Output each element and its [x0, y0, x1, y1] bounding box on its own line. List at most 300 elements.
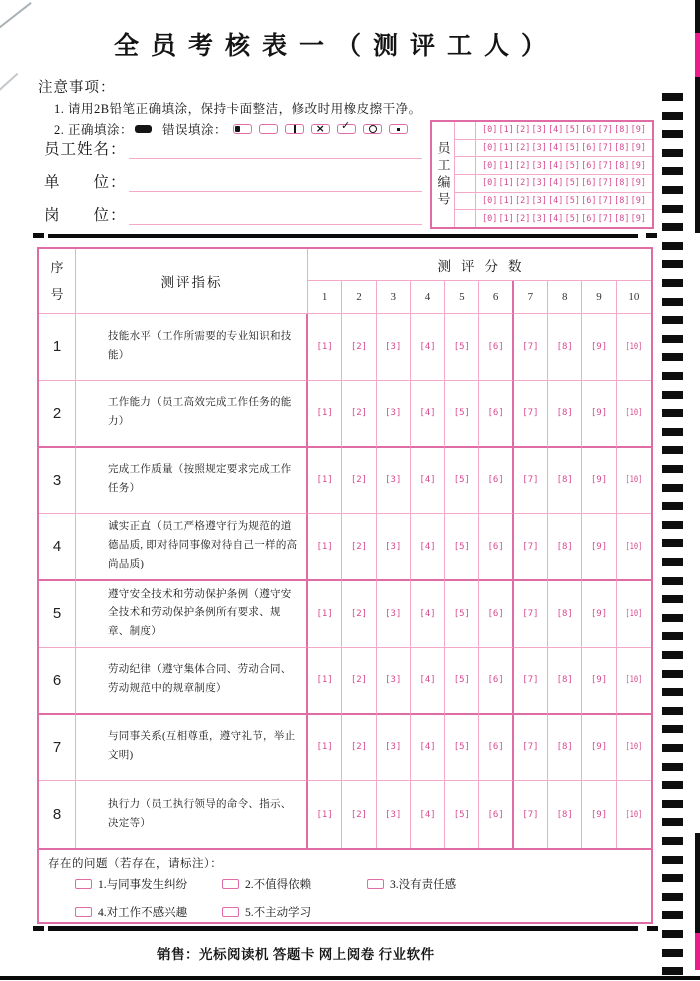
- id-bubble-9[interactable]: [9]: [630, 160, 646, 171]
- row-1-score-cell-5: [445, 314, 479, 381]
- employee-id-bubble-row: [476, 210, 652, 227]
- timing-mark: [662, 614, 683, 622]
- id-bubble-5[interactable]: [5]: [564, 178, 580, 189]
- unit-field: [44, 171, 422, 192]
- corner-mark: [646, 233, 657, 238]
- id-bubble-4[interactable]: [4]: [548, 178, 564, 189]
- score-bubble-2-8[interactable]: [8]: [556, 408, 573, 419]
- score-bubble-6-9[interactable]: [9]: [590, 675, 608, 686]
- row-5-score-cell-8: [548, 581, 582, 648]
- employee-id-rows: [455, 122, 652, 227]
- timing-mark: [662, 837, 683, 845]
- edge-sync-magenta-bottom: [695, 933, 700, 970]
- score-bubble-1-9[interactable]: [9]: [590, 341, 608, 352]
- score-bubble-4-4[interactable]: [4]: [419, 541, 436, 552]
- score-bubble-6-2[interactable]: [2]: [350, 675, 368, 686]
- id-bubble-8[interactable]: [8]: [614, 178, 630, 189]
- score-bubble-1-8[interactable]: [8]: [556, 341, 573, 352]
- id-bubble-4[interactable]: [4]: [548, 125, 564, 136]
- timing-mark: [662, 112, 683, 120]
- score-bubble-3-6[interactable]: [6]: [487, 475, 504, 486]
- id-bubble-0[interactable]: [0]: [482, 160, 498, 171]
- score-bubble-7-3[interactable]: [3]: [385, 742, 402, 753]
- id-bubble-8[interactable]: [8]: [614, 213, 630, 224]
- row-1-number: 1: [39, 314, 76, 381]
- row-8-score-cell-3: [377, 781, 411, 848]
- row-5-indicator: 遵守安全技术和劳动保护条例（遵守安全技术和劳动保护条例所有要求、规章、制度）: [76, 581, 308, 648]
- score-bubble-2-9[interactable]: [9]: [590, 408, 608, 419]
- employee-id-write-cell[interactable]: [455, 122, 476, 139]
- wrong-mark-cross-icon: [311, 124, 330, 134]
- row-6-score-cell-1: [308, 648, 342, 715]
- row-2-score-cell-6: [479, 381, 513, 448]
- id-bubble-4[interactable]: [4]: [548, 196, 564, 207]
- score-bubble-2-1[interactable]: [1]: [316, 408, 333, 419]
- id-bubble-4[interactable]: [4]: [548, 213, 564, 224]
- row-1-score-cell-2: [342, 314, 376, 381]
- timing-mark: [662, 707, 683, 715]
- edge-sync-black-upper: [695, 77, 700, 233]
- row-5-score-cell-5: [445, 581, 479, 648]
- employee-id-row: [455, 193, 652, 211]
- timing-mark: [662, 893, 683, 901]
- row-8-score-cell-10: [617, 781, 651, 848]
- row-5-score-cell-4: [411, 581, 445, 648]
- score-bubble-1-1[interactable]: [1]: [316, 341, 333, 352]
- score-bubble-4-2[interactable]: [2]: [350, 541, 368, 552]
- score-bubble-7-9[interactable]: [9]: [590, 742, 608, 753]
- id-bubble-2[interactable]: [2]: [515, 125, 531, 136]
- score-bubble-2-6[interactable]: [6]: [487, 408, 504, 419]
- id-bubble-6[interactable]: [6]: [581, 143, 597, 153]
- score-bubble-5-1[interactable]: [1]: [316, 608, 333, 619]
- notes-heading: 注意事项：: [38, 80, 116, 96]
- row-2-score-cell-1: [308, 381, 342, 448]
- problem-item-2: [222, 876, 311, 892]
- row-4-score-cell-10: [617, 514, 651, 581]
- id-bubble-3[interactable]: [3]: [531, 125, 547, 136]
- score-bubble-3-1[interactable]: [1]: [316, 475, 333, 486]
- score-bubble-4-6[interactable]: [6]: [487, 541, 504, 552]
- wrong-fill-examples: [233, 124, 415, 134]
- wrong-fill-label: 错误填涂：: [162, 123, 228, 137]
- id-bubble-9[interactable]: [9]: [630, 143, 646, 153]
- row-1-score-cell-8: [548, 314, 582, 381]
- unit-label: 单 位：: [44, 174, 127, 191]
- score-bubble-6-5[interactable]: [5]: [453, 675, 470, 686]
- id-bubble-1[interactable]: [1]: [498, 213, 514, 224]
- employee-id-bubble-row: [476, 140, 652, 157]
- row-8-score-cell-8: [548, 781, 582, 848]
- row-4-indicator: 诚实正直（员工严格遵守行为规范的道德品质, 即对待同事像对待自己一样的高尚品质): [76, 514, 308, 581]
- wrong-mark-dot-icon: [389, 124, 408, 134]
- wrong-mark-circle-icon: [363, 124, 382, 134]
- score-bubble-4-7[interactable]: [7]: [522, 541, 539, 552]
- score-bubble-5-8[interactable]: [8]: [556, 608, 573, 619]
- employee-id-write-cell[interactable]: [455, 175, 476, 192]
- id-bubble-6[interactable]: [6]: [581, 160, 597, 171]
- id-bubble-3[interactable]: [3]: [531, 178, 547, 189]
- row-4-score-cell-5: [445, 514, 479, 581]
- score-bubble-3-7[interactable]: [7]: [522, 475, 539, 486]
- correct-fill-label: 2. 正确填涂：: [54, 123, 134, 137]
- score-bubble-3-2[interactable]: [2]: [350, 475, 368, 486]
- row-5-score-cell-6: [479, 581, 513, 648]
- row-3-indicator: 完成工作质量（按照规定要求完成工作任务）: [76, 448, 308, 515]
- score-bubble-8-4[interactable]: [4]: [419, 809, 436, 820]
- score-bubble-8-10[interactable]: [10]: [625, 809, 643, 820]
- score-bubble-7-10[interactable]: [10]: [625, 742, 643, 753]
- score-bubble-5-9[interactable]: [9]: [590, 608, 608, 619]
- row-3-number: 3: [39, 448, 76, 515]
- employee-id-write-cell[interactable]: [455, 157, 476, 174]
- id-bubble-1[interactable]: [1]: [498, 178, 514, 189]
- id-bubble-3[interactable]: [3]: [531, 160, 547, 171]
- row-6-score-cell-3: [377, 648, 411, 715]
- timing-mark: [662, 558, 683, 566]
- row-5-number: 5: [39, 581, 76, 648]
- score-bubble-1-4[interactable]: [4]: [419, 341, 436, 352]
- row-7-score-cell-8: [548, 715, 582, 782]
- id-bubble-5[interactable]: [5]: [564, 196, 580, 207]
- row-7-score-cell-7: [514, 715, 548, 782]
- row-3-score-cell-1: [308, 448, 342, 515]
- id-bubble-5[interactable]: [5]: [564, 213, 580, 224]
- employee-name-field: [44, 138, 422, 159]
- score-bubble-4-9[interactable]: [9]: [590, 541, 608, 552]
- evaluation-table: [37, 247, 653, 850]
- id-bubble-1[interactable]: [1]: [498, 196, 514, 207]
- id-bubble-9[interactable]: [9]: [630, 125, 646, 136]
- score-bubble-7-1[interactable]: [1]: [316, 742, 333, 753]
- score-bubble-8-6[interactable]: [6]: [487, 809, 504, 820]
- corner-mark: [33, 233, 44, 238]
- employee-id-row: [455, 210, 652, 227]
- separator-bar-bottom: [48, 926, 638, 931]
- id-bubble-8[interactable]: [8]: [614, 143, 630, 153]
- id-bubble-5[interactable]: [5]: [564, 143, 580, 153]
- score-bubble-7-8[interactable]: [8]: [556, 742, 573, 753]
- row-4-number: 4: [39, 514, 76, 581]
- id-bubble-6[interactable]: [6]: [581, 178, 597, 189]
- row-8-score-cell-1: [308, 781, 342, 848]
- problem-checkbox-1[interactable]: [75, 879, 92, 889]
- row-2-score-cell-7: [514, 381, 548, 448]
- score-bubble-3-8[interactable]: [8]: [556, 475, 573, 486]
- employee-id-row: [455, 157, 652, 175]
- score-bubble-5-2[interactable]: [2]: [350, 608, 368, 619]
- timing-mark: [662, 763, 683, 771]
- problem-item-5: [222, 904, 311, 920]
- timing-mark: [662, 353, 683, 361]
- timing-mark: [662, 167, 683, 175]
- id-bubble-2[interactable]: [2]: [515, 143, 531, 153]
- separator-bar-top: [48, 234, 638, 238]
- row-5-score-cell-10: [617, 581, 651, 648]
- row-6-score-cell-4: [411, 648, 445, 715]
- employee-id-bubble-row: [476, 193, 652, 210]
- header-no: [39, 249, 76, 314]
- score-bubble-5-3[interactable]: [3]: [385, 608, 402, 619]
- employee-id-label: 员工编号: [432, 122, 455, 227]
- row-7-score-cell-6: [479, 715, 513, 782]
- score-bubble-8-8[interactable]: [8]: [556, 809, 573, 820]
- row-3-score-cell-5: [445, 448, 479, 515]
- id-bubble-3[interactable]: [3]: [531, 213, 547, 224]
- id-bubble-0[interactable]: [0]: [482, 196, 498, 207]
- score-bubble-7-5[interactable]: [5]: [453, 742, 470, 753]
- score-bubble-7-4[interactable]: [4]: [419, 742, 436, 753]
- timing-mark: [662, 260, 683, 268]
- score-bubble-2-4[interactable]: [4]: [419, 408, 436, 419]
- id-bubble-8[interactable]: [8]: [614, 196, 630, 207]
- row-4-score-cell-1: [308, 514, 342, 581]
- employee-id-write-cell[interactable]: [455, 140, 476, 157]
- id-bubble-1[interactable]: [1]: [498, 143, 514, 153]
- id-bubble-7[interactable]: [7]: [597, 196, 613, 207]
- row-7-score-cell-5: [445, 715, 479, 782]
- problem-label-5: 5.不主动学习: [245, 907, 312, 919]
- score-bubble-6-3[interactable]: [3]: [385, 675, 402, 686]
- score-bubble-4-10[interactable]: [10]: [625, 541, 643, 552]
- problem-checkbox-5[interactable]: [222, 907, 239, 917]
- row-7-score-cell-1: [308, 715, 342, 782]
- id-bubble-6[interactable]: [6]: [581, 196, 597, 207]
- timing-mark: [662, 502, 683, 510]
- row-1-score-cell-9: [582, 314, 616, 381]
- problem-item-4: [75, 904, 187, 920]
- score-bubble-2-2[interactable]: [2]: [350, 408, 368, 419]
- score-bubble-2-7[interactable]: [7]: [522, 408, 539, 419]
- id-bubble-2[interactable]: [2]: [515, 160, 531, 171]
- problem-checkbox-3[interactable]: [367, 879, 384, 889]
- score-bubble-6-4[interactable]: [4]: [419, 675, 436, 686]
- row-3-score-cell-9: [582, 448, 616, 515]
- id-bubble-7[interactable]: [7]: [597, 160, 613, 171]
- timing-mark: [662, 744, 683, 752]
- score-bubble-3-4[interactable]: [4]: [419, 475, 436, 486]
- problem-checkbox-4[interactable]: [75, 907, 92, 917]
- score-bubble-8-2[interactable]: [2]: [350, 809, 368, 820]
- row-1-score-cell-6: [479, 314, 513, 381]
- id-bubble-7[interactable]: [7]: [597, 213, 613, 224]
- id-bubble-4[interactable]: [4]: [548, 143, 564, 153]
- score-bubble-7-6[interactable]: [6]: [487, 742, 504, 753]
- row-6-number: 6: [39, 648, 76, 715]
- score-bubble-5-4[interactable]: [4]: [419, 608, 436, 619]
- row-5-score-cell-1: [308, 581, 342, 648]
- id-bubble-3[interactable]: [3]: [531, 143, 547, 153]
- timing-mark: [662, 967, 683, 975]
- problem-label-1: 1.与同事发生纠纷: [98, 879, 188, 891]
- footer-sales-text: 销售：光标阅读机 答题卡 网上阅卷 行业软件: [157, 947, 435, 962]
- timing-mark: [662, 335, 683, 343]
- row-4-score-cell-9: [582, 514, 616, 581]
- edge-sync-magenta-top: [695, 33, 700, 77]
- row-3-score-cell-3: [377, 448, 411, 515]
- problem-label-2: 2.不值得依赖: [245, 879, 312, 891]
- row-6-score-cell-7: [514, 648, 548, 715]
- row-8-score-cell-5: [445, 781, 479, 848]
- row-2-number: 2: [39, 381, 76, 448]
- row-3-score-cell-7: [514, 448, 548, 515]
- score-bubble-2-10[interactable]: [10]: [625, 408, 643, 419]
- employee-name-label: 员工姓名：: [44, 141, 127, 158]
- score-col-header-7: 7: [514, 281, 548, 314]
- header-score: 测评分数: [308, 249, 651, 281]
- score-bubble-1-6[interactable]: [6]: [487, 341, 504, 352]
- timing-mark: [662, 279, 683, 287]
- id-bubble-3[interactable]: [3]: [531, 196, 547, 207]
- score-bubble-3-10[interactable]: [10]: [625, 475, 643, 486]
- score-bubble-1-5[interactable]: [5]: [453, 341, 470, 352]
- row-2-score-cell-4: [411, 381, 445, 448]
- id-bubble-7[interactable]: [7]: [597, 143, 613, 153]
- id-bubble-0[interactable]: [0]: [482, 213, 498, 224]
- problem-item-3: [367, 876, 456, 892]
- timing-mark: [662, 205, 683, 213]
- row-4-score-cell-3: [377, 514, 411, 581]
- timing-mark: [662, 93, 683, 101]
- timing-mark: [662, 223, 683, 231]
- score-bubble-6-7[interactable]: [7]: [522, 675, 539, 686]
- score-bubble-7-7[interactable]: [7]: [522, 742, 539, 753]
- problem-label-3: 3.没有责任感: [390, 879, 457, 891]
- unit-input-line[interactable]: [129, 170, 422, 192]
- id-bubble-9[interactable]: [9]: [630, 213, 646, 224]
- row-6-score-cell-2: [342, 648, 376, 715]
- form-title: 全员考核表一（测评工人）: [113, 33, 558, 60]
- score-bubble-6-10[interactable]: [10]: [625, 675, 643, 686]
- score-bubble-4-8[interactable]: [8]: [556, 541, 573, 552]
- row-8-score-cell-6: [479, 781, 513, 848]
- timing-mark: [662, 316, 683, 324]
- score-bubble-2-3[interactable]: [3]: [385, 408, 402, 419]
- score-bubble-7-2[interactable]: [2]: [350, 742, 368, 753]
- row-5-score-cell-9: [582, 581, 616, 648]
- problem-label-4: 4.对工作不感兴趣: [98, 907, 188, 919]
- score-bubble-4-1[interactable]: [1]: [316, 541, 333, 552]
- row-3-score-cell-8: [548, 448, 582, 515]
- timing-mark: [662, 130, 683, 138]
- score-bubble-1-2[interactable]: [2]: [350, 341, 368, 352]
- edge-sync-black-bottom: [695, 833, 700, 933]
- row-3-score-cell-6: [479, 448, 513, 515]
- employee-id-bubble-row: [476, 175, 652, 192]
- score-bubble-1-3[interactable]: [3]: [385, 341, 402, 352]
- timing-mark: [662, 409, 683, 417]
- score-bubble-5-5[interactable]: [5]: [453, 608, 470, 619]
- employee-id-row: [455, 140, 652, 158]
- row-7-number: 7: [39, 715, 76, 782]
- row-7-indicator: 与同事关系(互相尊重，遵守礼节，举止文明): [76, 715, 308, 782]
- id-bubble-8[interactable]: [8]: [614, 160, 630, 171]
- score-bubble-6-1[interactable]: [1]: [316, 675, 333, 686]
- score-bubble-3-9[interactable]: [9]: [590, 475, 608, 486]
- position-input-line[interactable]: [129, 203, 422, 225]
- id-bubble-4[interactable]: [4]: [548, 160, 564, 171]
- id-bubble-1[interactable]: [1]: [498, 160, 514, 171]
- id-bubble-9[interactable]: [9]: [630, 178, 646, 189]
- id-bubble-2[interactable]: [2]: [515, 213, 531, 224]
- id-bubble-7[interactable]: [7]: [597, 178, 613, 189]
- wrong-mark-left-partial-fill-icon: [233, 124, 252, 134]
- header-indicator: 测评指标: [76, 249, 308, 314]
- score-bubble-4-3[interactable]: [3]: [385, 541, 402, 552]
- score-bubble-8-5[interactable]: [5]: [453, 809, 470, 820]
- row-4-score-cell-4: [411, 514, 445, 581]
- id-bubble-5[interactable]: [5]: [564, 125, 580, 136]
- row-8-score-cell-2: [342, 781, 376, 848]
- id-bubble-8[interactable]: [8]: [614, 125, 630, 136]
- id-bubble-9[interactable]: [9]: [630, 196, 646, 207]
- score-bubble-2-5[interactable]: [5]: [453, 408, 470, 419]
- score-bubble-3-5[interactable]: [5]: [453, 475, 470, 486]
- score-col-header-5: 5: [445, 281, 479, 314]
- id-bubble-0[interactable]: [0]: [482, 143, 498, 153]
- timing-mark: [662, 298, 683, 306]
- note-item-1: 1. 请用2B铅笔正确填涂，保持卡面整洁，修改时用橡皮擦干净。: [54, 102, 422, 116]
- score-bubble-4-5[interactable]: [5]: [453, 541, 470, 552]
- employee-id-bubble-row: [476, 157, 652, 174]
- problem-item-1: [75, 876, 187, 892]
- id-bubble-2[interactable]: [2]: [515, 196, 531, 207]
- score-bubble-6-6[interactable]: [6]: [487, 675, 504, 686]
- id-bubble-0[interactable]: [0]: [482, 178, 498, 189]
- row-8-number: 8: [39, 781, 76, 848]
- timing-mark: [662, 856, 683, 864]
- timing-mark: [662, 688, 683, 696]
- employee-id-write-cell[interactable]: [455, 193, 476, 210]
- timing-mark: [662, 465, 683, 473]
- score-bubble-8-1[interactable]: [1]: [316, 809, 333, 820]
- row-2-score-cell-3: [377, 381, 411, 448]
- employee-name-input-line[interactable]: [129, 137, 422, 159]
- row-6-score-cell-9: [582, 648, 616, 715]
- score-bubble-8-9[interactable]: [9]: [590, 809, 608, 820]
- id-bubble-5[interactable]: [5]: [564, 160, 580, 171]
- score-bubble-5-10[interactable]: [10]: [625, 608, 643, 619]
- row-5-score-cell-2: [342, 581, 376, 648]
- score-bubble-8-3[interactable]: [3]: [385, 809, 402, 820]
- id-bubble-1[interactable]: [1]: [498, 125, 514, 136]
- score-bubble-6-8[interactable]: [8]: [556, 675, 573, 686]
- row-7-score-cell-10: [617, 715, 651, 782]
- score-bubble-1-10[interactable]: [10]: [625, 341, 643, 352]
- row-4-score-cell-6: [479, 514, 513, 581]
- id-bubble-0[interactable]: [0]: [482, 125, 498, 136]
- score-bubble-5-7[interactable]: [7]: [522, 608, 539, 619]
- scan-artifact-line: [0, 73, 18, 97]
- score-bubble-8-7[interactable]: [7]: [522, 809, 539, 820]
- employee-id-row: [455, 122, 652, 140]
- row-6-score-cell-6: [479, 648, 513, 715]
- correct-fill-example-icon: [135, 125, 152, 133]
- employee-id-write-cell[interactable]: [455, 210, 476, 227]
- id-bubble-6[interactable]: [6]: [581, 213, 597, 224]
- timing-mark: [662, 930, 683, 938]
- score-bubble-5-6[interactable]: [6]: [487, 608, 504, 619]
- id-bubble-7[interactable]: [7]: [597, 125, 613, 136]
- score-bubble-1-7[interactable]: [7]: [522, 341, 539, 352]
- note-item-2: [54, 120, 415, 138]
- id-bubble-6[interactable]: [6]: [581, 125, 597, 136]
- timing-mark: [662, 186, 683, 194]
- score-bubble-3-3[interactable]: [3]: [385, 475, 402, 486]
- problem-checkbox-2[interactable]: [222, 879, 239, 889]
- id-bubble-2[interactable]: [2]: [515, 178, 531, 189]
- row-8-score-cell-7: [514, 781, 548, 848]
